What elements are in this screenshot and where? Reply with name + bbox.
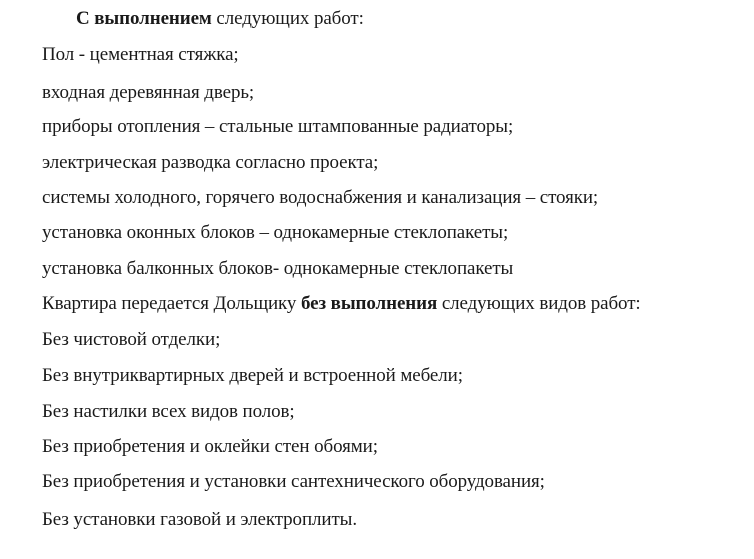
list-item: приборы отопления – стальные штампованные радиаторы; — [42, 116, 514, 137]
list-item: Пол - цементная стяжка; — [42, 44, 239, 65]
list-item: системы холодного, горячего водоснабжения и канализация – стояки; — [42, 187, 599, 208]
list-item: установка балконных блоков- однокамерные стеклопакеты — [42, 258, 514, 279]
list-item: Без чистовой отделки; — [42, 329, 221, 350]
list-item: электрическая разводка согласно проекта; — [42, 152, 379, 173]
list-item: Без установки газовой и электроплиты. — [42, 509, 357, 530]
transfer-prefix: Квартира передается Дольщику — [42, 293, 301, 314]
section-heading — [76, 9, 364, 28]
transfer-statement — [42, 294, 641, 313]
heading-bold: С выполнением — [76, 8, 212, 29]
list-item: установка оконных блоков – однокамерные стеклопакеты; — [42, 222, 509, 243]
list-item: Без внутриквартирных дверей и встроенной мебели; — [42, 365, 463, 386]
transfer-suffix: следующих видов работ: — [437, 293, 641, 314]
heading-rest: следующих работ: — [211, 8, 364, 29]
list-item: входная деревянная дверь; — [42, 82, 255, 103]
list-item: Без приобретения и установки сантехнического оборудования; — [42, 471, 545, 492]
list-item: Без настилки всех видов полов; — [42, 401, 295, 422]
transfer-bold: без выполнения — [300, 293, 438, 314]
list-item: Без приобретения и оклейки стен обоями; — [42, 436, 378, 457]
